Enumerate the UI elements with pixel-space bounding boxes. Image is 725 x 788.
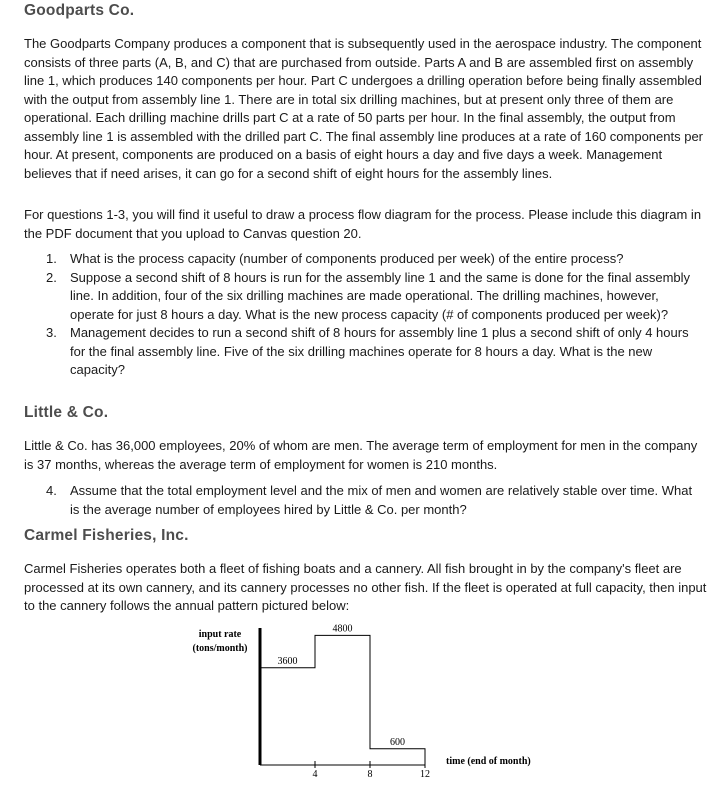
carmel-paragraph: Carmel Fisheries operates both a fleet of fishing boats and a cannery. All fish brought in by the company's fleet are processed at its own cannery, and its cannery processes no other fish. If the fleet is operated at full capacity, then input to the cannery follows the annual pattern pictured below: <box>24 561 707 613</box>
question-4 <box>0 482 704 519</box>
input-rate-chart <box>170 620 550 780</box>
question-number: 4. <box>46 483 57 498</box>
question-number: 1. <box>46 251 57 266</box>
question-text: Assume that the total employment level and the mix of men and women are relatively stable over time. What is the average number of employees hired by Little & Co. per month? <box>70 483 693 517</box>
question-number: 2. <box>46 269 57 285</box>
y-axis-label-line2: (tons/month) <box>192 643 248 654</box>
question-text: Management decides to run a second shift of 8 hours for assembly line 1 plus a second shift of only 4 hours for the final assembly line. Five of the six drilling machines operate for 8 hours a day. What is the new capacity? <box>70 325 689 377</box>
goodparts-question-list <box>0 250 725 380</box>
instructions-paragraph: For questions 1-3, you will find it useful to draw a process flow diagram for the process. Please include this diagram in the PDF document that you upload to Canvas question 20. <box>24 207 702 241</box>
y-axis-label-line1: input rate <box>198 629 242 640</box>
heading-little-co: Little & Co. <box>24 404 109 421</box>
question-text: Suppose a second shift of 8 hours is run for the assembly line 1 and the same is done for the final assembly line. In addition, four of the six drilling machines are made operational. The drilling machines, however, operate for just 8 hours a day. What is the new process capacity (# of components produced per week)? <box>70 269 691 322</box>
x-tick-label-3: 12 <box>420 769 430 780</box>
x-tick-label-1: 4 <box>312 769 318 780</box>
question-3 <box>0 324 704 380</box>
goodparts-paragraph: The Goodparts Company produces a component that is subsequently used in the aerospace industry. The component consists of three parts (A, B, and C) that are purchased from outside. Parts A and B are assembled first on assembly line 1, which produces 140 components per hour. Part C undergoes a drilling operation before being finally assembled with the output from assembly line 1. There are in total six drilling machines, but at present only three of them are operational. Each drilling machine drills part C at a rate of 50 parts per hour. In the final assembly, the output from assembly line 1 is assembled with the drilled part C. The final assembly line produces at a rate of 160 components per hour. At present, components are produced on a basis of eight hours a day and five days a week. Management believes that if need arises, it can go for a second shift of eight hours for the assembly lines. <box>24 36 704 181</box>
question-2 <box>0 269 704 325</box>
x-axis-label: time (end of month) <box>446 756 531 767</box>
little-co-paragraph: Little & Co. has 36,000 employees, 20% of whom are men. The average term of employment for men in the company is 37 months, whereas the average term of employment for women is 210 months. <box>24 438 698 472</box>
value-label-1: 3600 <box>277 655 298 667</box>
question-number: 3. <box>46 325 57 340</box>
question-text: What is the process capacity (number of components produced per week) of the entire process? <box>70 251 624 266</box>
value-label-3: 600 <box>390 736 405 748</box>
heading-goodparts: Goodparts Co. <box>24 2 135 19</box>
little-co-question-list <box>0 482 725 519</box>
value-label-2: 4800 <box>332 623 353 635</box>
x-tick-label-2: 8 <box>367 769 373 780</box>
heading-carmel-fisheries: Carmel Fisheries, Inc. <box>24 527 189 544</box>
question-1 <box>0 250 704 269</box>
